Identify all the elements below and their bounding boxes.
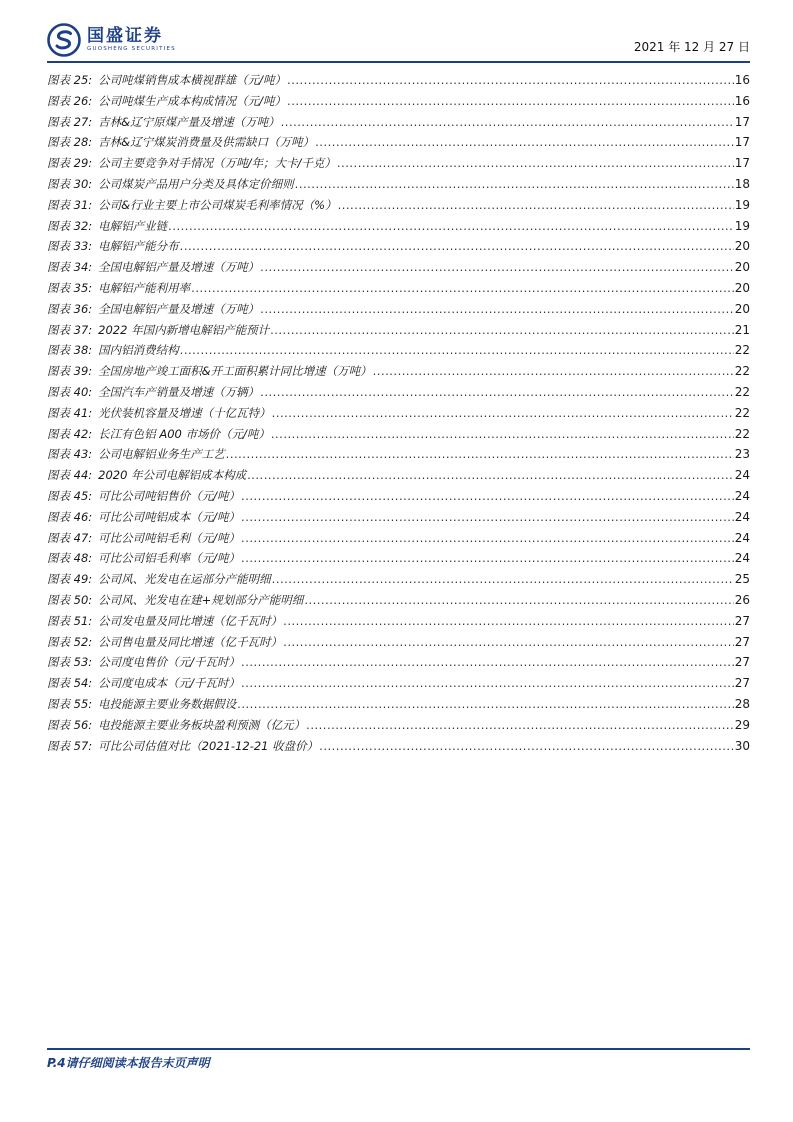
toc-dot-leader xyxy=(191,278,734,299)
toc-figure-title: 光伏装机容量及增速（十亿瓦特） xyxy=(98,405,271,420)
toc-dot-leader xyxy=(272,403,734,424)
toc-dot-leader xyxy=(180,340,734,361)
toc-entry[interactable] xyxy=(47,528,750,549)
logo-chinese-name: 国盛证券 xyxy=(87,26,163,46)
toc-figure-number: 图表 47: xyxy=(47,530,93,545)
toc-figure-title: 2020 年公司电解铝成本构成 xyxy=(98,468,247,483)
toc-dot-leader xyxy=(241,548,734,569)
toc-entry[interactable] xyxy=(47,278,750,299)
toc-figure-number: 图表 31: xyxy=(47,197,93,212)
toc-page-number: 18 xyxy=(734,176,750,191)
toc-page-number: 20 xyxy=(734,280,750,295)
toc-figure-number: 图表 26: xyxy=(47,93,93,108)
toc-dot-leader xyxy=(281,112,734,133)
toc-page-number: 24 xyxy=(734,551,750,566)
toc-figure-number: 图表 51: xyxy=(47,613,93,628)
toc-dot-leader xyxy=(272,569,734,590)
toc-figure-title: 公司度电成本（元/千瓦时） xyxy=(98,676,241,691)
toc-entry[interactable] xyxy=(47,652,750,673)
toc-page-number: 27 xyxy=(734,634,750,649)
toc-figure-number: 图表 32: xyxy=(47,218,93,233)
toc-page-number: 28 xyxy=(734,696,750,711)
toc-figure-title: 公司吨煤销售成本横视群雄（元/吨） xyxy=(98,73,287,87)
toc-dot-leader xyxy=(247,465,734,486)
toc-dot-leader xyxy=(337,153,734,174)
toc-entry[interactable] xyxy=(47,486,750,507)
toc-entry[interactable] xyxy=(47,91,750,112)
toc-dot-leader xyxy=(241,673,734,694)
toc-page-number: 27 xyxy=(734,655,750,670)
toc-page-number: 17 xyxy=(734,135,750,150)
toc-page-number: 17 xyxy=(734,114,750,129)
toc-page-number: 17 xyxy=(734,156,750,171)
toc-entry[interactable] xyxy=(47,361,750,382)
toc-page-number: 23 xyxy=(734,447,750,462)
toc-figure-number: 图表 50: xyxy=(47,592,93,607)
toc-figure-number: 图表 45: xyxy=(47,488,93,503)
toc-figure-number: 图表 54: xyxy=(47,676,93,691)
toc-dot-leader xyxy=(237,694,734,715)
toc-figure-number: 图表 57: xyxy=(47,738,93,753)
toc-figure-title: 可比公司估值对比（2021-12-21 收盘价） xyxy=(98,738,319,753)
toc-page-number: 22 xyxy=(734,426,750,441)
toc-page-number: 21 xyxy=(734,322,750,337)
toc-dot-leader xyxy=(241,652,734,673)
toc-figure-title: 可比公司铝毛利率（元/吨） xyxy=(98,551,241,566)
toc-figure-title: 公司煤炭产品用户分类及具体定价细则 xyxy=(98,176,294,191)
toc-figure-title: 公司风、光发电在运部分产能明细 xyxy=(98,572,271,587)
toc-entry[interactable] xyxy=(47,195,750,216)
toc-figure-number: 图表 40: xyxy=(47,384,93,399)
toc-figure-title: 吉林&辽宁原煤产量及增速（万吨） xyxy=(98,114,280,129)
toc-figure-title: 公司发电量及同比增速（亿千瓦时） xyxy=(98,613,283,628)
toc-figure-title: 国内铝消费结构 xyxy=(98,343,179,358)
toc-figure-number: 图表 42: xyxy=(47,426,93,441)
toc-dot-leader xyxy=(295,174,734,195)
toc-dot-leader xyxy=(271,424,734,445)
toc-page-number: 27 xyxy=(734,676,750,691)
toc-dot-leader xyxy=(319,736,734,757)
toc-figure-title: 全国汽车产销量及增速（万辆） xyxy=(98,384,260,399)
toc-figure-number: 图表 44: xyxy=(47,468,93,483)
toc-entry[interactable] xyxy=(47,590,750,611)
toc-dot-leader xyxy=(283,611,734,632)
toc-dot-leader xyxy=(306,715,734,736)
toc-dot-leader xyxy=(241,507,734,528)
toc-figure-title: 可比公司吨铝毛利（元/吨） xyxy=(98,530,241,545)
toc-dot-leader xyxy=(270,320,734,341)
page-header xyxy=(47,22,750,62)
toc-figure-number: 图表 43: xyxy=(47,447,93,462)
toc-entry[interactable] xyxy=(47,299,750,320)
toc-figure-title: 公司&行业主要上市公司煤炭毛利率情况（%） xyxy=(98,197,337,212)
toc-entry[interactable] xyxy=(47,132,750,153)
toc-entry[interactable] xyxy=(47,236,750,257)
toc-figure-number: 图表 27: xyxy=(47,114,93,129)
toc-figure-number: 图表 49: xyxy=(47,572,93,587)
toc-entry[interactable] xyxy=(47,694,750,715)
company-logo xyxy=(47,22,176,58)
toc-page-number: 22 xyxy=(734,384,750,399)
toc-dot-leader xyxy=(287,70,734,91)
toc-figure-title: 可比公司吨铝成本（元/吨） xyxy=(98,509,241,524)
toc-figure-number: 图表 29: xyxy=(47,156,93,171)
toc-figure-title: 电解铝产能分布 xyxy=(98,239,179,254)
toc-figure-title: 电解铝产能利用率 xyxy=(98,280,191,295)
toc-figure-title: 全国电解铝产量及增速（万吨） xyxy=(98,260,260,275)
toc-page-number: 20 xyxy=(734,301,750,316)
guosheng-logo-icon xyxy=(47,23,81,57)
toc-figure-number: 图表 53: xyxy=(47,655,93,670)
toc-figure-title: 电解铝产业链 xyxy=(98,218,168,233)
toc-dot-leader xyxy=(260,382,734,403)
toc-figure-number: 图表 52: xyxy=(47,634,93,649)
toc-dot-leader xyxy=(241,486,734,507)
toc-figure-number: 图表 35: xyxy=(47,280,93,295)
toc-figure-number: 图表 38: xyxy=(47,343,93,358)
toc-entry[interactable] xyxy=(47,320,750,341)
toc-dot-leader xyxy=(260,299,734,320)
toc-figure-number: 图表 41: xyxy=(47,405,93,420)
toc-dot-leader xyxy=(283,632,734,653)
toc-figure-title: 公司风、光发电在建+规划部分产能明细 xyxy=(98,592,304,607)
toc-entry[interactable] xyxy=(47,382,750,403)
toc-figure-title: 2022 年国内新增电解铝产能预计 xyxy=(98,322,270,337)
toc-entry[interactable] xyxy=(47,715,750,736)
toc-entry[interactable] xyxy=(47,673,750,694)
toc-page-number: 26 xyxy=(734,592,750,607)
toc-dot-leader xyxy=(168,216,734,237)
toc-entry[interactable] xyxy=(47,507,750,528)
toc-figure-title: 全国房地产竣工面积&开工面积累计同比增速（万吨） xyxy=(98,364,372,379)
toc-page-number: 24 xyxy=(734,530,750,545)
toc-entry[interactable] xyxy=(47,444,750,465)
toc-dot-leader xyxy=(338,195,734,216)
header-divider xyxy=(47,61,750,63)
toc-entry[interactable] xyxy=(47,424,750,445)
toc-page-number: 16 xyxy=(734,73,750,87)
toc-figure-number: 图表 30: xyxy=(47,176,93,191)
toc-figure-number: 图表 33: xyxy=(47,239,93,254)
toc-entry[interactable] xyxy=(47,174,750,195)
toc-page-number: 16 xyxy=(734,93,750,108)
toc-figure-number: 图表 39: xyxy=(47,364,93,379)
toc-figure-title: 全国电解铝产量及增速（万吨） xyxy=(98,301,260,316)
toc-entry[interactable] xyxy=(47,465,750,486)
toc-dot-leader xyxy=(287,91,734,112)
toc-entry[interactable] xyxy=(47,736,750,757)
toc-figure-title: 公司度电售价（元/千瓦时） xyxy=(98,655,241,670)
toc-page-number: 20 xyxy=(734,260,750,275)
toc-figure-number: 图表 55: xyxy=(47,696,93,711)
toc-dot-leader xyxy=(180,236,734,257)
toc-page-number: 19 xyxy=(734,218,750,233)
logo-english-name: GUOSHENG SECURITIES xyxy=(87,46,176,52)
toc-figure-number: 图表 25: xyxy=(47,73,93,87)
toc-entry[interactable] xyxy=(47,340,750,361)
toc-figure-number: 图表 37: xyxy=(47,322,93,337)
toc-entry[interactable] xyxy=(47,216,750,237)
toc-dot-leader xyxy=(373,361,734,382)
toc-figure-title: 可比公司吨铝售价（元/吨） xyxy=(98,488,241,503)
toc-figure-title: 长江有色铝 A00 市场价（元/吨） xyxy=(98,426,270,441)
toc-entry[interactable] xyxy=(47,403,750,424)
toc-entry[interactable] xyxy=(47,257,750,278)
toc-page-number: 20 xyxy=(734,239,750,254)
toc-page-number: 24 xyxy=(734,509,750,524)
toc-page-number: 22 xyxy=(734,364,750,379)
toc-figure-title: 公司主要竞争对手情况（万吨/年；大卡/千克） xyxy=(98,156,336,171)
toc-figure-number: 图表 34: xyxy=(47,260,93,275)
toc-figure-number: 图表 28: xyxy=(47,135,93,150)
toc-dot-leader xyxy=(241,528,734,549)
toc-figure-title: 公司吨煤生产成本构成情况（元/吨） xyxy=(98,93,287,108)
toc-page-number: 19 xyxy=(734,197,750,212)
toc-page-number: 30 xyxy=(734,738,750,753)
toc-entry[interactable] xyxy=(47,632,750,653)
toc-page-number: 24 xyxy=(734,488,750,503)
toc-page-number: 22 xyxy=(734,405,750,420)
toc-page-number: 27 xyxy=(734,613,750,628)
toc-figure-number: 图表 46: xyxy=(47,509,93,524)
toc-figure-title: 电投能源主要业务数据假设 xyxy=(98,696,237,711)
toc-figure-number: 图表 48: xyxy=(47,551,93,566)
toc-entry[interactable] xyxy=(47,569,750,590)
toc-figure-number: 图表 56: xyxy=(47,717,93,732)
toc-dot-leader xyxy=(260,257,734,278)
toc-entry[interactable] xyxy=(47,70,750,91)
report-date: 2021 年 12 月 27 日 xyxy=(633,40,750,54)
toc-entry[interactable] xyxy=(47,611,750,632)
toc-dot-leader xyxy=(315,132,734,153)
toc-entry[interactable] xyxy=(47,153,750,174)
toc-page-number: 22 xyxy=(734,343,750,358)
toc-page-number: 25 xyxy=(734,572,750,587)
toc-figure-title: 电投能源主要业务板块盈利预测（亿元） xyxy=(98,717,306,732)
toc-figure-title: 公司售电量及同比增速（亿千瓦时） xyxy=(98,634,283,649)
footer-disclaimer: P.4请仔细阅读本报告末页声明 xyxy=(47,1056,210,1070)
toc-dot-leader xyxy=(226,444,734,465)
toc-figure-number: 图表 36: xyxy=(47,301,93,316)
table-of-figures xyxy=(47,70,750,756)
toc-page-number: 29 xyxy=(734,717,750,732)
toc-entry[interactable] xyxy=(47,548,750,569)
toc-entry[interactable] xyxy=(47,112,750,133)
footer-divider xyxy=(47,1048,750,1050)
toc-page-number: 24 xyxy=(734,468,750,483)
toc-dot-leader xyxy=(304,590,733,611)
toc-figure-title: 吉林&辽宁煤炭消费量及供需缺口（万吨） xyxy=(98,135,315,150)
toc-figure-title: 公司电解铝业务生产工艺 xyxy=(98,447,225,462)
